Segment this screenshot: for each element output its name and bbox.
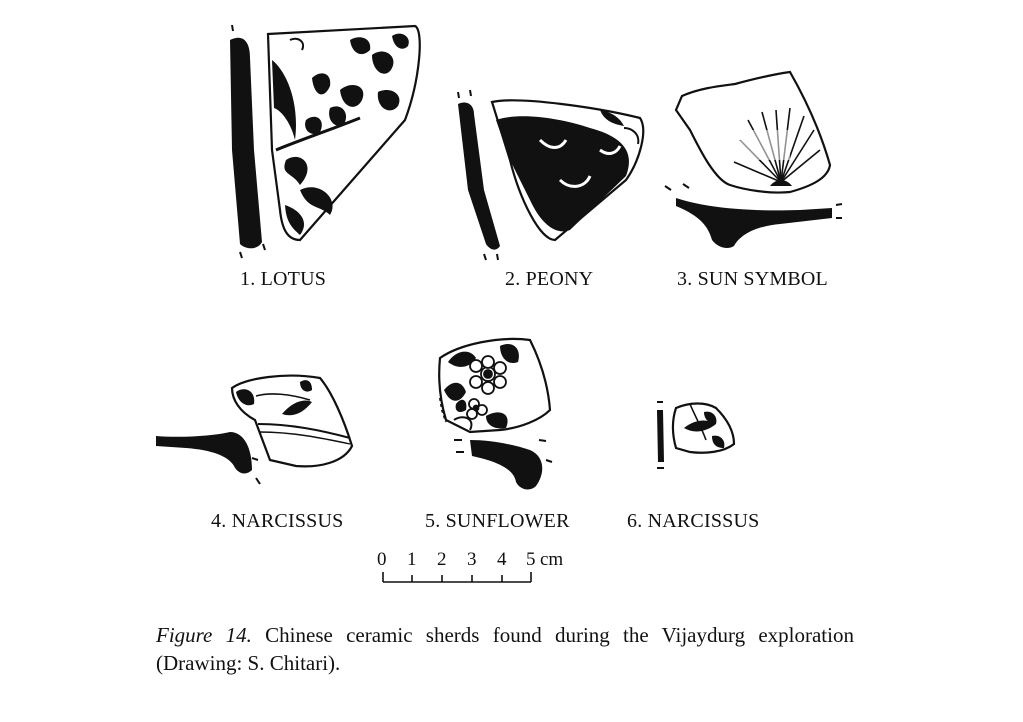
scale-tick-0: 0 (377, 549, 387, 570)
scale-tick-4: 4 (497, 549, 507, 570)
figure-caption (156, 621, 854, 677)
sherd-label-number: 1. (240, 268, 256, 290)
scale-tick-2: 2 (437, 549, 447, 570)
sherd-label-2 (505, 268, 593, 291)
scale-tick-5: 5 (526, 549, 536, 570)
figure-caption-text: Chinese ceramic sherds found during the Vijaydurg exploration (Drawing: S. Chitari). (156, 623, 854, 675)
figure-caption-label: Figure 14. (156, 623, 252, 647)
scale-tick-3: 3 (467, 549, 477, 570)
sherd-6-narcissus-drawing (657, 402, 734, 468)
sherd-label-number: 5. (425, 510, 441, 532)
sherd-5-profile (470, 440, 542, 489)
sherd-label-4 (211, 510, 343, 533)
sherd-label-name: SUN SYMBOL (697, 268, 828, 290)
sherd-6-profile (657, 410, 664, 462)
sherd-label-name: NARCISSUS (647, 510, 760, 532)
scale-bar (383, 572, 531, 582)
sherd-label-5 (425, 510, 570, 533)
sherd-3-profile (676, 198, 832, 248)
sherd-label-number: 3. (677, 268, 693, 290)
sherd-label-1 (240, 268, 326, 291)
sherd-label-name: NARCISSUS (231, 510, 344, 532)
sherd-1-profile (230, 38, 262, 249)
sherd-3-sun-symbol-drawing (665, 72, 842, 248)
sherd-1-lotus-drawing (230, 25, 420, 258)
sherd-2-peony-drawing (458, 90, 643, 260)
sherd-5-sunflower-drawing (439, 339, 552, 490)
sherd-label-name: PEONY (525, 268, 594, 290)
sherd-label-number: 6. (627, 510, 643, 532)
sherd-label-6 (627, 510, 759, 533)
scale-tick-1: 1 (407, 549, 417, 570)
sherd-label-3 (677, 268, 828, 291)
sherd-label-name: LOTUS (260, 268, 327, 290)
sherd-4-profile (156, 432, 252, 473)
scale-unit: cm (540, 549, 564, 570)
sherd-label-number: 4. (211, 510, 227, 532)
sherd-label-name: SUNFLOWER (445, 510, 570, 532)
sherd-2-profile (458, 102, 500, 249)
sherd-label-number: 2. (505, 268, 521, 290)
sherd-4-narcissus-drawing (156, 376, 352, 484)
